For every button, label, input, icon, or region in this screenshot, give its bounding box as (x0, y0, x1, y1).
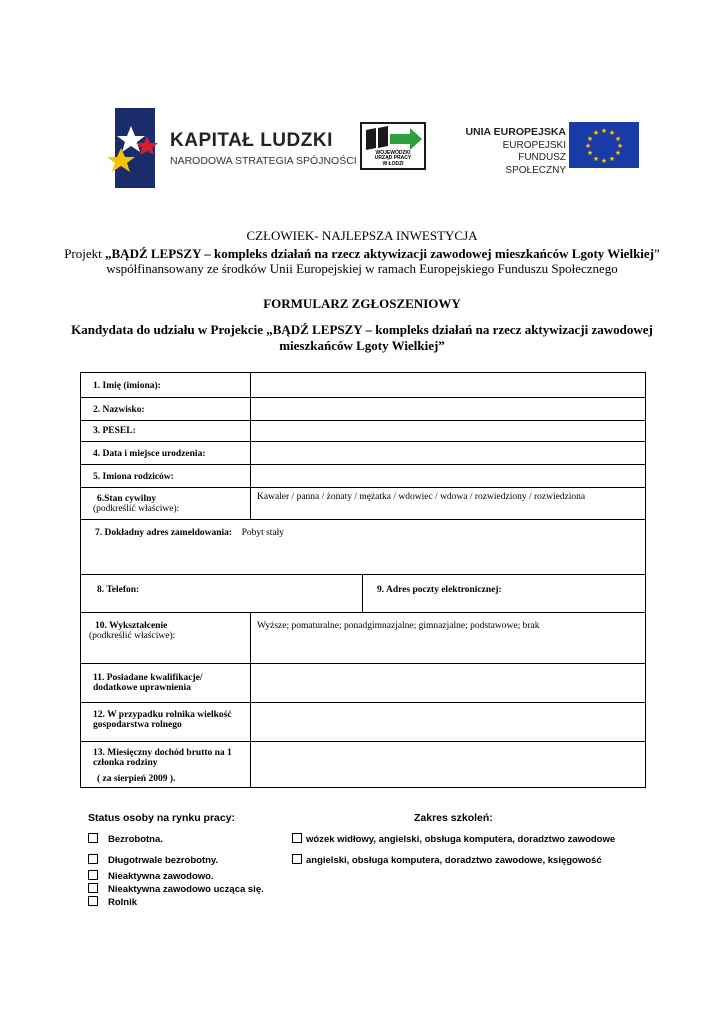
status-option-unemployed[interactable] (88, 833, 163, 845)
marital-label-hint: (podkreślić właściwe): (93, 504, 180, 514)
training-heading: Zakres szkoleń: (414, 812, 493, 824)
income-label-line-3: ( za sierpień 2009 ). (97, 774, 176, 784)
education-options[interactable]: Wyższe; pomaturalne; ponadgimnazjalne; gimnazjalne; podstawowe; brak (257, 621, 540, 631)
education-label-hint: (podkreślić właściwe): (89, 631, 176, 641)
svg-text:★: ★ (586, 149, 594, 157)
kapital-ludzki-logo (107, 108, 357, 188)
row-farm (81, 703, 645, 742)
status-option-label: Długotrwale bezrobotny. (108, 855, 219, 866)
svg-text:★: ★ (614, 149, 622, 157)
eu-line-3: FUNDUSZ SPOŁECZNY (505, 152, 566, 176)
status-option-label: Bezrobotna. (108, 834, 163, 845)
kapital-ludzki-emblem-icon (107, 108, 163, 188)
first-name-field[interactable] (251, 373, 645, 397)
farm-label (81, 703, 251, 741)
address-label-title: 7. Dokładny adres zameldowania: (95, 528, 233, 538)
eu-stars-icon (569, 122, 639, 168)
address-hint: Pobyt stały (241, 528, 285, 538)
qualifications-label-line-2: dodatkowe uprawnienia (93, 683, 191, 693)
row-contact (81, 575, 645, 613)
education-label-title: 10. Wykształcenie (95, 621, 168, 631)
checkbox-icon[interactable] (292, 854, 302, 864)
eu-efs-logo (460, 122, 640, 176)
birth-field[interactable] (251, 442, 645, 464)
income-label-line-1: 13. Miesięczny dochód brutto na 1 (93, 748, 232, 758)
income-label-line-2: członka rodziny (93, 758, 158, 768)
status-option-label: Nieaktywna zawodowo ucząca się. (108, 884, 264, 895)
birth-label: 4. Data i miejsce urodzenia: (81, 442, 251, 464)
status-option-label: Rolnik (108, 897, 138, 908)
checkbox-icon[interactable] (88, 854, 98, 864)
project-prefix: Projekt (64, 246, 106, 261)
kapital-ludzki-subtitle: NARODOWA STRATEGIA SPÓJNOŚCI (170, 155, 357, 167)
marital-label (81, 488, 251, 519)
row-income (81, 742, 645, 787)
status-option-label: Nieaktywna zawodowo. (108, 871, 214, 882)
checkbox-icon[interactable] (88, 896, 98, 906)
status-option-long-term-unemployed[interactable] (88, 854, 218, 866)
project-name: „BĄDŹ LEPSZY – kompleks działań na rzecz aktywizacji zawodowej mieszkańców Lgoty Wielkiej (105, 246, 655, 261)
email-label[interactable]: 9. Adres poczty elektronicznej: (377, 585, 502, 595)
svg-text:★: ★ (600, 127, 608, 135)
wup-lodz-logo (360, 122, 426, 170)
row-marital (81, 488, 645, 520)
kapital-ludzki-title: KAPITAŁ LUDZKI (170, 130, 333, 151)
row-parents (81, 465, 645, 488)
row-first-name (81, 373, 645, 398)
eu-text (460, 126, 566, 177)
eu-flag-icon (569, 122, 639, 168)
svg-text:★: ★ (616, 142, 624, 150)
marital-label-title: 6.Stan cywilny (97, 494, 157, 504)
qualifications-label (81, 664, 251, 702)
farm-label-line-2: gospodarstwa rolnego (93, 720, 182, 730)
pesel-field[interactable] (251, 421, 645, 441)
qualifications-label-line-1: 11. Posiadane kwalifikacje/ (93, 673, 203, 683)
training-option-label: angielski, obsługa komputera, doradztwo zawodowe, księgowość (306, 855, 602, 866)
row-education (81, 613, 645, 664)
row-pesel (81, 421, 645, 442)
marital-options[interactable]: Kawaler / panna / żonaty / mężatka / wdowiec / wdowa / rozwiedziony / rozwiedziona (257, 492, 586, 502)
eu-line-2: EUROPEJSKI (502, 139, 566, 151)
status-option-inactive-student[interactable] (88, 883, 264, 895)
education-label (81, 613, 251, 663)
row-address (81, 520, 645, 575)
svg-text:★: ★ (592, 155, 600, 163)
parents-field[interactable] (251, 465, 645, 487)
row-last-name (81, 398, 645, 421)
wup-text (362, 151, 424, 168)
farm-label-line-1: 12. W przypadku rolnika wielkość (93, 710, 232, 720)
wup-line-3: W ŁODZI (382, 160, 404, 167)
farm-field[interactable] (251, 703, 645, 741)
row-birth (81, 442, 645, 465)
wup-line-1: WOJEWÓDZKI (375, 149, 411, 156)
phone-label[interactable]: 8. Telefon: (81, 575, 363, 612)
svg-text:★: ★ (592, 129, 600, 137)
income-label (81, 742, 251, 787)
income-field[interactable] (251, 742, 645, 787)
address-label (81, 520, 645, 574)
form-title: FORMULARZ ZGŁOSZENIOWY (263, 296, 461, 311)
parents-label: 5. Imiona rodziców: (81, 465, 251, 487)
training-option-1[interactable] (292, 833, 615, 845)
svg-text:★: ★ (586, 135, 594, 143)
svg-text:★: ★ (608, 129, 616, 137)
wup-line-2: URZĄD PRACY (374, 155, 412, 161)
first-name-label: 1. Imię (imiona): (81, 373, 251, 397)
svg-text:★: ★ (584, 142, 592, 150)
last-name-label: 2. Nazwisko: (81, 398, 251, 420)
project-suffix: ” współfinansowany ze środków Unii Europejskiej w ramach Europejskiego Funduszu Społecznego (106, 246, 660, 276)
svg-text:★: ★ (614, 135, 622, 143)
checkbox-icon[interactable] (88, 883, 98, 893)
status-option-inactive[interactable] (88, 870, 214, 882)
checkbox-icon[interactable] (292, 833, 302, 843)
project-description (60, 246, 664, 276)
row-qualifications (81, 664, 645, 703)
training-option-2[interactable] (292, 854, 602, 866)
checkbox-icon[interactable] (88, 833, 98, 843)
status-heading: Status osoby na rynku pracy: (88, 812, 236, 824)
checkbox-icon[interactable] (88, 870, 98, 880)
pesel-label: 3. PESEL: (81, 421, 251, 441)
svg-text:★: ★ (608, 155, 616, 163)
last-name-field[interactable] (251, 398, 645, 420)
status-option-farmer[interactable] (88, 896, 137, 908)
eu-line-1: UNIA EUROPEJSKA (465, 126, 566, 138)
wup-arrow-icon (362, 126, 424, 152)
qualifications-field[interactable] (251, 664, 645, 702)
motto: CZŁOWIEK- NAJLEPSZA INWESTYCJA (246, 228, 478, 243)
candidate-line: Kandydata do udziału w Projekcie „BĄDŹ LEPSZY – kompleks działań na rzecz aktywizacji zawodowej mieszkańców Lgoty Wielkiej” (71, 322, 653, 353)
svg-text:★: ★ (600, 157, 608, 165)
application-form-table (80, 372, 646, 788)
training-option-label: wózek widłowy, angielski, obsługa komputera, doradztwo zawodowe (306, 834, 616, 845)
